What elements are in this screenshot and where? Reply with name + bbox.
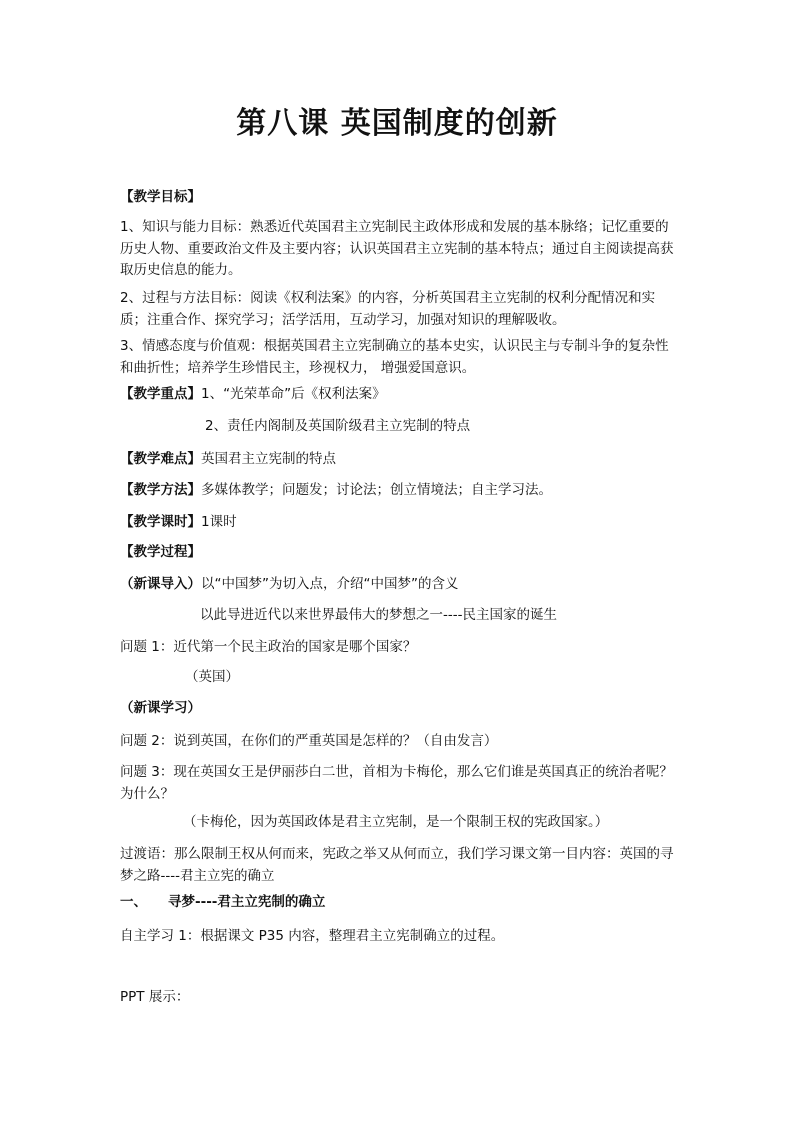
hours-label: 【教学课时】 [120, 514, 201, 530]
new-lesson-label: （新课学习） [120, 700, 201, 716]
goals-heading: 【教学目标】 [120, 189, 201, 205]
lesson-title: 第八课 英国制度的创新 [236, 106, 558, 141]
ppt-display: PPT 展示： [120, 989, 190, 1005]
intro-label: （新课导入） [120, 576, 201, 592]
method-text: 多媒体教学；问题发；讨论法；创立情境法；自主学习法。 [201, 482, 552, 498]
self-study-1: 自主学习 1：根据课文 P35 内容，整理君主立宪制确立的过程。 [120, 928, 505, 944]
method-row [120, 480, 680, 501]
process-heading: 【教学过程】 [120, 544, 201, 560]
intro-row [120, 574, 680, 595]
difficulty-text: 英国君主立宪制的特点 [201, 451, 336, 467]
question-2: 问题 2：说到英国，在你们的严重英国是怎样的？（自由发言） [120, 733, 498, 749]
goal-emotion: 3、情感态度与价值观：根据英国君主立宪制确立的基本史实，认识民主与专制斗争的复杂性和曲折性；培养学生珍惜民主，珍视权力， 增强爱国意识。 [120, 338, 669, 376]
difficulty-row [120, 449, 680, 470]
key-point-1: 1、“光荣革命”后《权利法案》 [201, 386, 386, 402]
section-1-heading [120, 892, 680, 913]
goal-process: 2、过程与方法目标：阅读《权利法案》的内容，分析英国君主立宪制的权利分配情况和实质；注重合作、探究学习；活学活用，互动学习，加强对知识的理解吸收。 [120, 290, 656, 328]
hours-row [120, 512, 680, 533]
goal-knowledge: 1、知识与能力目标：熟悉近代英国君主立宪制民主政体形成和发展的基本脉络；记忆重要的历史人物、重要政治文件及主要内容；认识英国君主立宪制的基本特点；通过自主阅读提高获取历史信息的能力。 [120, 219, 674, 278]
answer-3: （卡梅伦，因为英国政体是君主立宪制，是一个限制王权的宪政国家。） [183, 814, 609, 830]
question-3: 问题 3：现在英国女王是伊丽莎白二世，首相为卡梅伦，那么它们谁是英国真正的统治者呢？为什么？ [120, 764, 673, 802]
transition-text: 过渡语：那么限制王权从何而来，宪政之举又从何而立，我们学习课文第一目内容：英国的寻梦之路----君主立宪的确立 [120, 846, 674, 884]
difficulty-label: 【教学难点】 [120, 451, 201, 467]
key-point-2: 2、责任内阁制及英国阶级君主立宪制的特点 [205, 418, 471, 434]
section-1-title: 寻梦----君主立宪制的确立 [168, 894, 326, 910]
intro-text: 以“中国梦”为切入点，介绍“中国梦”的含义 [201, 576, 459, 592]
intro-text-2: 以此导进近代以来世界最伟大的梦想之一----民主国家的诞生 [200, 607, 557, 623]
question-1: 问题 1：近代第一个民主政治的国家是哪个国家？ [120, 639, 417, 655]
key-points-label: 【教学重点】 [120, 386, 201, 402]
method-label: 【教学方法】 [120, 482, 201, 498]
section-1-number: 一、 [120, 894, 147, 910]
hours-text: 1课时 [201, 514, 237, 530]
answer-1: （英国） [185, 669, 239, 685]
key-points-row [120, 384, 680, 405]
